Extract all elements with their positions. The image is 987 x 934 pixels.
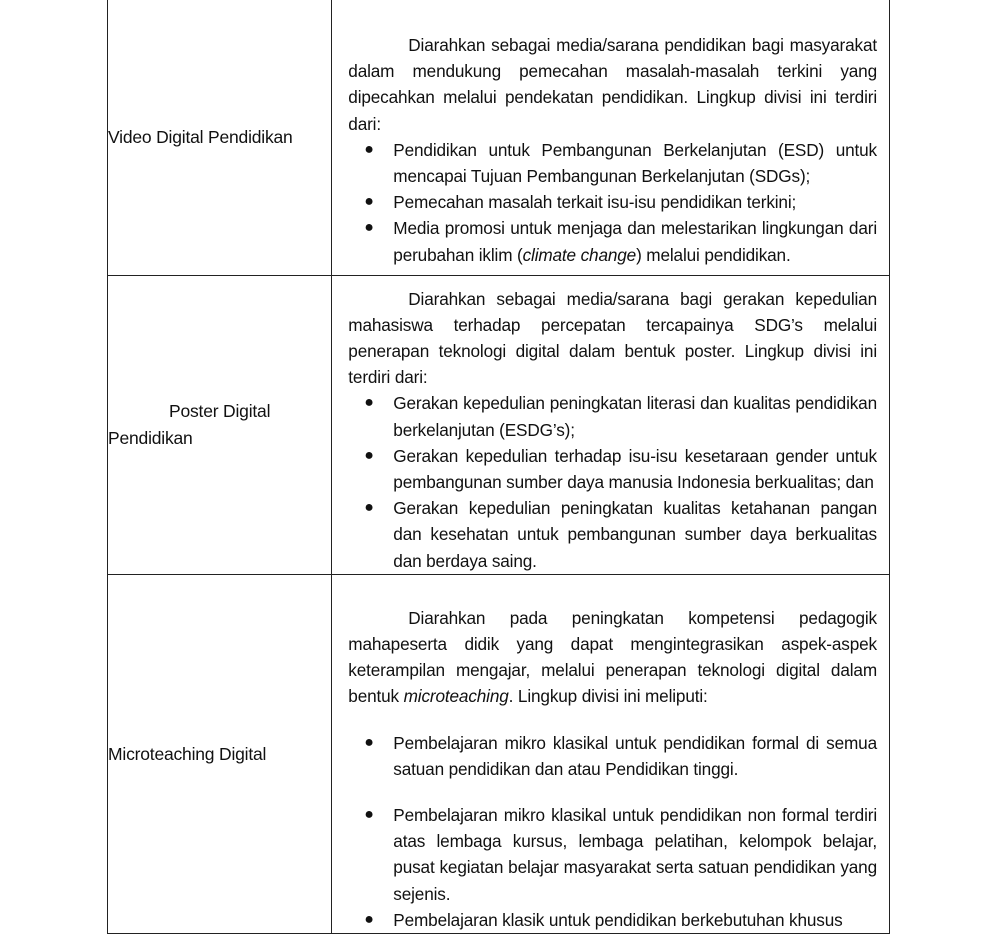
list-item-text: Pembelajaran mikro klasikal untuk pendidikan formal di semua satuan pendidikan dan atau Pendidikan tinggi. <box>393 732 877 779</box>
list-item <box>348 730 877 782</box>
intro-text-part: Diarahkan pada peningkatan kompetensi pedagogik mahapeserta didik yang dapat mengintegrasikan aspek-aspek keterampilan mengajar, melalui penerapan teknologi digital dalam bentuk <box>348 607 877 707</box>
bullet-icon: ● <box>364 140 374 158</box>
list-item-text: Gerakan kepedulian peningkatan kualitas ketahanan pangan dan kesehatan untuk pembangunan sumber daya berkualitas dan berdaya saing. <box>393 498 877 571</box>
scope-list <box>348 730 877 933</box>
bullet-icon: ● <box>364 446 374 464</box>
list-item-text: Pembelajaran klasik untuk pendidikan berkebutuhan khusus <box>393 909 843 930</box>
list-item-text-part: ) melalui pendidikan. <box>636 244 791 265</box>
list-item-text-italic: climate change <box>522 244 637 265</box>
division-intro: Diarahkan sebagai media/sarana pendidikan bagi masyarakat dalam mendukung pemecahan masalah-masalah terkini yang dipecahkan melalui pendekatan pendidikan. Lingkup divisi ini terdiri dari: <box>348 35 877 134</box>
bullet-icon: ● <box>364 805 374 823</box>
list-item-text: Pemecahan masalah terkait isu-isu pendidikan terkini; <box>393 192 797 213</box>
list-item-text-part: Media promosi untuk menjaga dan melestarikan lingkungan dari perubahan iklim ( <box>393 218 877 265</box>
list-item <box>348 443 877 495</box>
division-name: Video Digital Pendidikan <box>108 127 293 147</box>
division-description-cell <box>332 0 890 275</box>
scope-list <box>348 390 877 573</box>
table-row <box>108 275 890 574</box>
division-name-line1: Poster Digital <box>169 401 271 422</box>
intro-text-italic: microteaching <box>403 686 509 707</box>
table-row <box>108 0 890 275</box>
list-item-text: Pembelajaran mikro klasikal untuk pendidikan non formal terdiri atas lembaga kursus, lembaga pelatihan, kelompok belajar, pusat kegiatan belajar masyarakat serta satuan pendidikan yang sejenis. <box>393 804 877 904</box>
division-name-line2: Pendidikan <box>108 427 193 448</box>
bullet-icon: ● <box>364 733 374 751</box>
list-item-text: Gerakan kepedulian peningkatan literasi dan kualitas pendidikan berkelanjutan (ESDG’s); <box>393 393 877 440</box>
bullet-icon: ● <box>364 394 374 412</box>
bullet-icon: ● <box>364 910 374 928</box>
list-item-text: Pendidikan untuk Pembangunan Berkelanjutan (ESD) untuk mencapai Tujuan Pembangunan Berkelanjutan (SDGs); <box>393 139 877 187</box>
division-name: Microteaching Digital <box>108 743 267 764</box>
list-item <box>348 189 877 215</box>
division-description-cell <box>332 574 890 933</box>
intro-text-part: . Lingkup divisi ini meliputi: <box>508 686 708 707</box>
division-name-cell <box>108 0 332 275</box>
bullet-icon: ● <box>364 193 374 211</box>
list-item <box>348 907 877 933</box>
division-description-cell <box>332 275 890 574</box>
list-item <box>348 495 877 574</box>
list-item <box>348 215 877 267</box>
scope-list <box>348 137 877 268</box>
division-name-cell <box>108 275 332 574</box>
list-item <box>348 802 877 907</box>
table-row <box>108 574 890 933</box>
division-intro: Diarahkan sebagai media/sarana bagi gerakan kepedulian mahasiswa terhadap percepatan tercapainya SDG’s melalui penerapan teknologi digital dalam bentuk poster. Lingkup divisi ini terdiri dari: <box>348 288 877 388</box>
list-item <box>348 390 877 442</box>
division-name-cell <box>108 574 332 933</box>
list-item <box>348 137 877 189</box>
division-table <box>107 0 890 934</box>
bullet-icon: ● <box>364 219 374 237</box>
bullet-icon: ● <box>364 499 374 517</box>
division-intro <box>348 605 877 710</box>
list-item-text: Gerakan kepedulian terhadap isu-isu kesetaraan gender untuk pembangunan sumber daya manusia Indonesia berkualitas; dan <box>393 445 877 492</box>
